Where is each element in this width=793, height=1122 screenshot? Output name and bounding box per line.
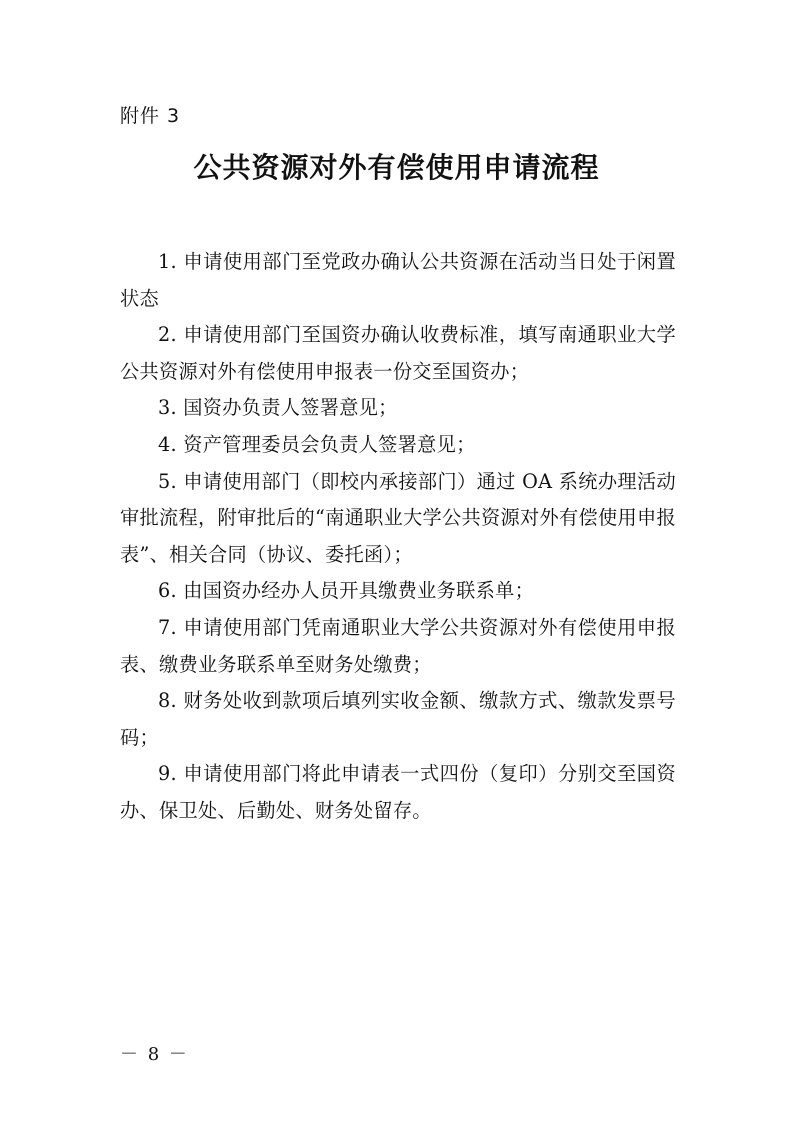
attachment-label: 附件 3 xyxy=(120,105,181,127)
procedure-step-8: 8. 财务处收到款项后填列实收金额、缴款方式、缴款发票号码； xyxy=(120,689,676,749)
page-title: 公共资源对外有偿使用申请流程 xyxy=(193,151,600,184)
procedure-step-7: 7. 申请使用部门凭南通职业大学公共资源对外有偿使用申报表、缴费业务联系单至财务处缴费； xyxy=(120,615,676,676)
procedure-step-9: 9. 申请使用部门将此申请表一式四份（复印）分别交至国资办、保卫处、后勤处、财务处留存。 xyxy=(120,762,676,822)
procedure-step-5: 5. 申请使用部门（即校内承接部门）通过 OA 系统办理活动审批流程，附审批后的“南通职业大学公共资源对外有偿使用申报表”、相关合同（协议、委托函）； xyxy=(120,469,676,566)
procedure-step-6: 6. 由国资办经办人员开具缴费业务联系单； xyxy=(158,579,535,603)
procedure-step-3: 3. 国资办负责人签署意见； xyxy=(158,396,398,420)
page-number: － 8 － xyxy=(120,1044,189,1065)
procedure-steps-list xyxy=(120,244,676,830)
procedure-step-2: 2. 申请使用部门至国资办确认收费标准，填写南通职业大学公共资源对外有偿使用申报表一份交至国资办； xyxy=(120,323,676,383)
procedure-step-4: 4. 资产管理委员会负责人签署意见； xyxy=(158,432,476,456)
procedure-step-1: 1. 申请使用部门至党政办确认公共资源在活动当日处于闲置状态 xyxy=(120,250,676,310)
